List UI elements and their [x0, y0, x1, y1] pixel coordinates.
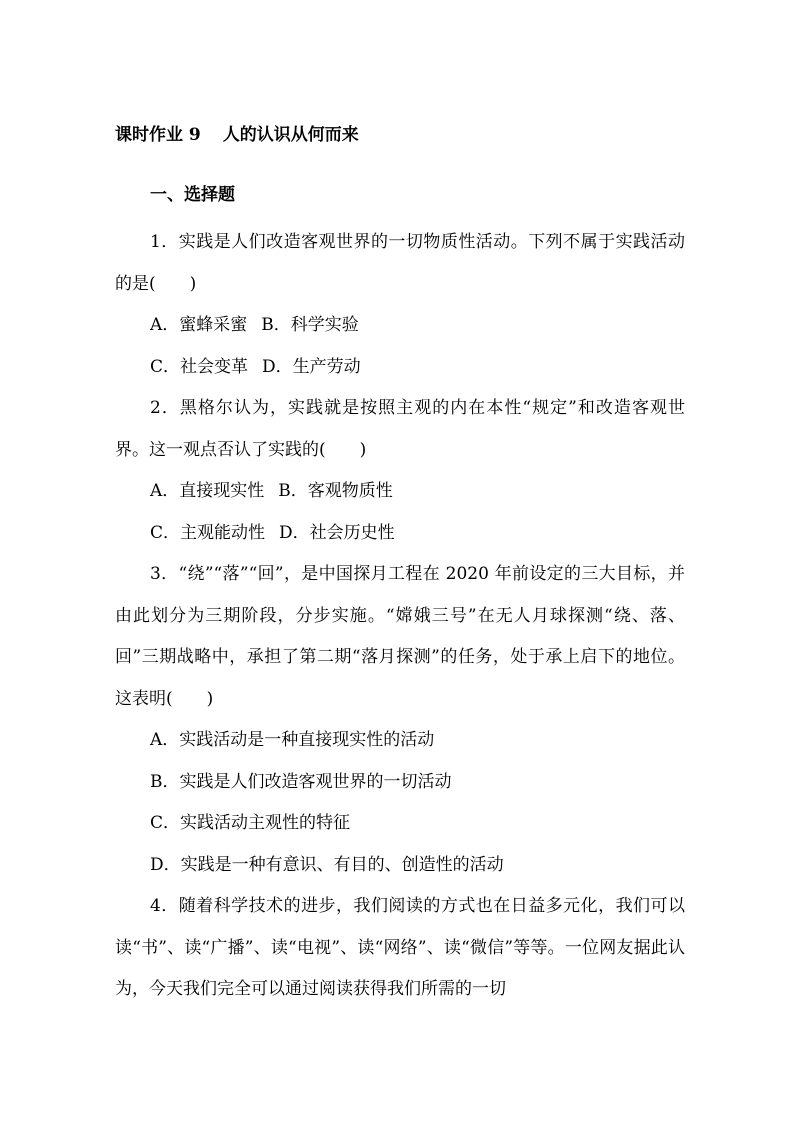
question-2-option-c: C．主观能动性: [150, 522, 266, 543]
question-3-stem: 3．“绕”“落”“回”，是中国探月工程在 2020 年前设定的三大目标，并由此划分为三期阶段，分步实施。“嫦娥三号”在无人月球探测“绕、落、回”三期战略中，承担了第二期“落月探测”的任务，处于承上启下的地位。这表明( ): [115, 564, 685, 709]
question-1-option-d: D．生产劳动: [262, 356, 361, 377]
question-2-option-b: B．客观物质性: [278, 481, 393, 501]
question-2-options-cd: [115, 513, 685, 555]
question-1-option-c: C．社会变革: [150, 356, 249, 377]
question-3-option-b: B．实践是人们改造客观世界的一切活动: [150, 771, 452, 792]
question-3-option-c: C．实践活动主观性的特征: [150, 813, 351, 833]
question-1-options-ab: [115, 305, 685, 347]
question-1-stem: 1．实践是人们改造客观世界的一切物质性活动。下列不属于实践活动的是( ): [115, 232, 685, 294]
question-2-stem: 2．黑格尔认为，实践就是按照主观的内在本性“规定”和改造客观世界。这一观点否认了实践的( ): [115, 398, 685, 460]
question-1-option-a: A．蜜蜂采蜜: [150, 315, 248, 335]
question-list: [115, 222, 685, 1011]
question-2-option-d: D．社会历史性: [279, 522, 395, 543]
question-2-option-a: A．直接现实性: [150, 481, 265, 501]
title-prefix: 课时作业 9: [115, 125, 201, 145]
question-4-stem: 4．随着科学技术的进步，我们阅读的方式也在日益多元化，我们可以读“书”、读“广播”、读“电视”、读“网络”、读“微信”等等。一位网友据此认为，今天我们完全可以通过阅读获得我们所需的一切: [115, 896, 685, 999]
question-2-options-ab: [115, 471, 685, 513]
section-heading: 一、选择题: [150, 185, 235, 205]
question-1-options-cd: [115, 347, 685, 389]
question-3-option-d: D．实践是一种有意识、有目的、创造性的活动: [150, 854, 504, 875]
title-text: 人的认识从何而来: [222, 125, 359, 145]
question-1-option-b: B．科学实验: [261, 315, 359, 335]
question-3-option-a: A．实践活动是一种直接现实性的活动: [150, 730, 435, 750]
page-title: [115, 121, 359, 149]
